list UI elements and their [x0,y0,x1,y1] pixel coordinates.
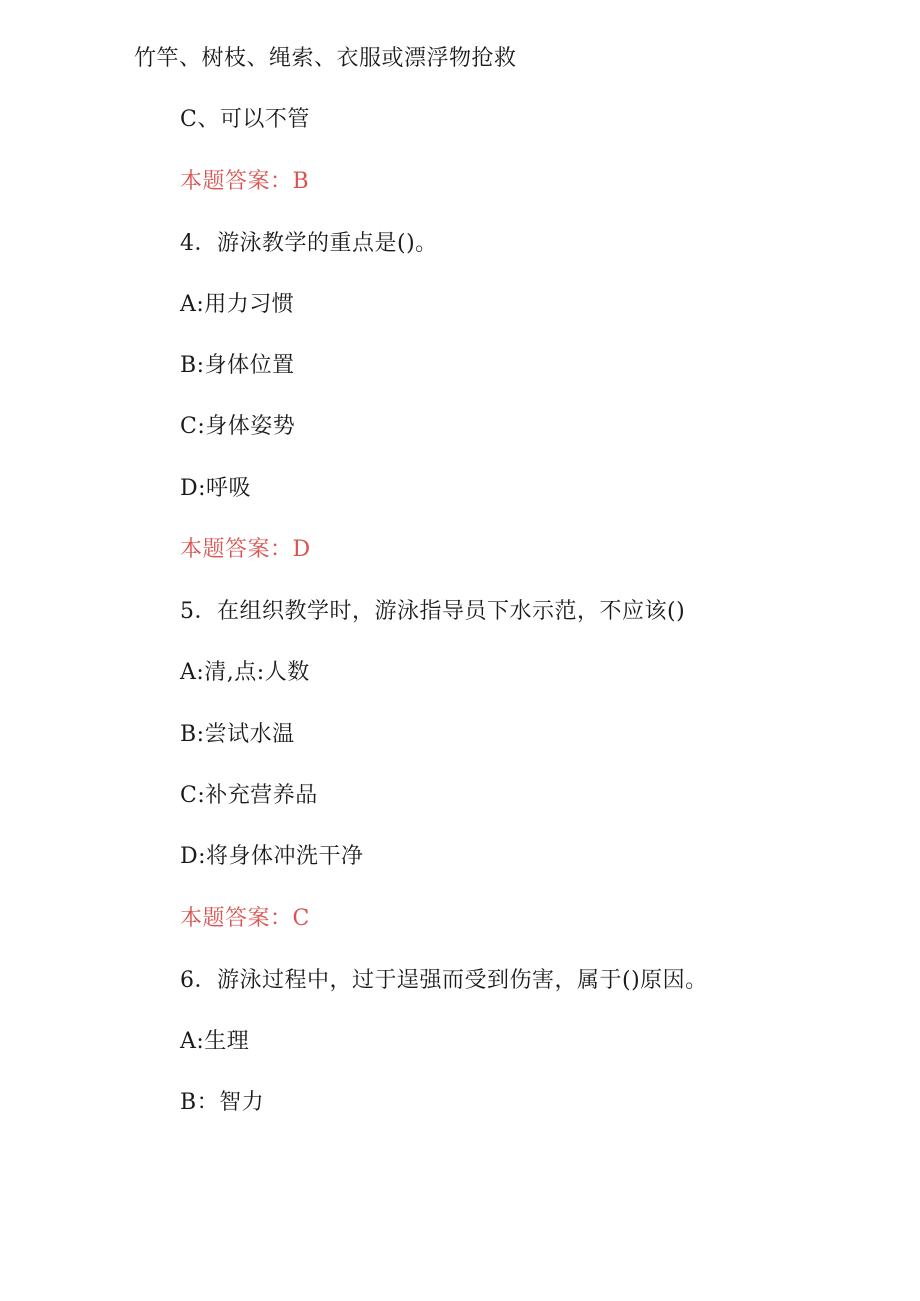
q5-answer: 本题答案：C [180,906,310,931]
q4-answer: 本题答案：D [180,537,311,562]
option-b-continuation: 竹竿、树枝、绳索、衣服或漂浮物抢救 [134,46,517,71]
q6-question: 6．游泳过程中，过于逞强而受到伤害，属于()原因。 [180,968,708,993]
q5-option-c: C:补充营养品 [180,783,318,808]
q5-option-a: A:清,点:人数 [180,660,310,685]
q4-option-a: A:用力习惯 [180,292,295,317]
q5-question: 5．在组织教学时，游泳指导员下水示范，不应该() [180,599,686,624]
q6-option-a: A:生理 [180,1029,250,1054]
q6-option-b: B：智力 [180,1090,265,1115]
q4-question: 4．游泳教学的重点是()。 [180,231,438,256]
q4-option-c: C:身体姿势 [180,414,296,439]
q3-option-c: C、可以不管 [180,107,310,132]
q3-answer: 本题答案：B [180,169,310,194]
q4-option-d: D:呼吸 [180,476,252,501]
q5-option-b: B:尝试水温 [180,722,295,747]
q5-option-d: D:将身体冲洗干净 [180,844,364,869]
q4-option-b: B:身体位置 [180,353,295,378]
